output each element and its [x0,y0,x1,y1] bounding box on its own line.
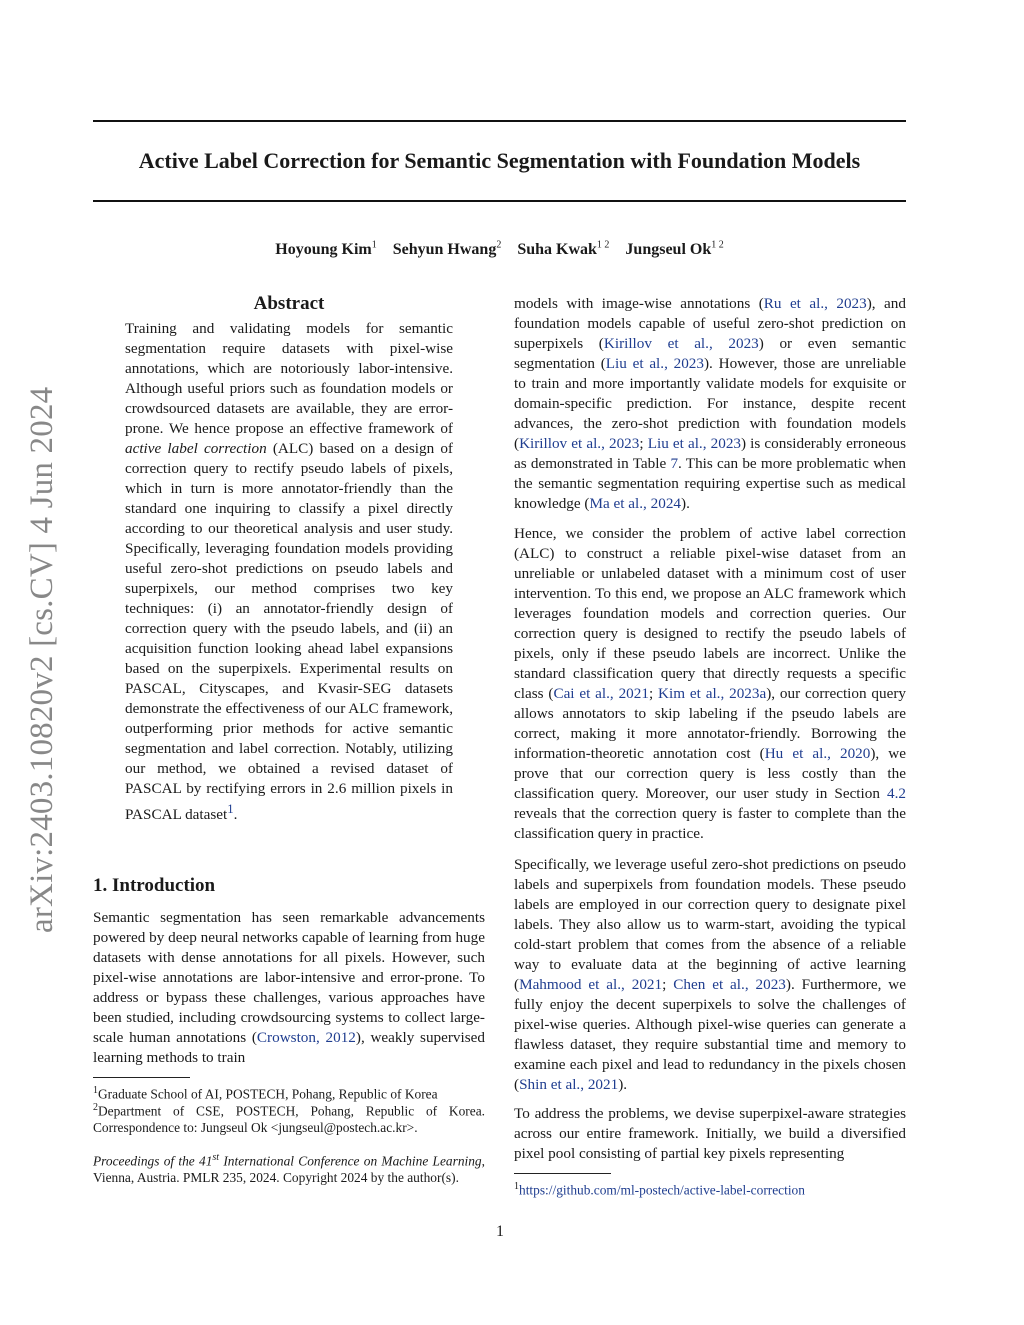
citation-link[interactable]: Shin et al., 2021 [519,1076,619,1093]
author-name: Suha Kwak [517,241,597,259]
citation-link[interactable]: Ru et al., 2023 [763,295,867,312]
section-heading-introduction: 1. Introduction [93,875,216,896]
proceedings-note: Proceedings of the 41st International Conference on Machine Learning, Vienna, Austria. PMLR 235, 2024. Copyright 2024 by the author(s). [93,1152,485,1186]
citation-link[interactable]: Kim et al., 2023a [658,685,767,702]
affiliation-footnote-2: $^2$Department of CSE, POSTECH, Pohang, Republic of Korea. Correspondence to: Jungseul Ok <jungseul@postech.ac.kr>. [93,1102,485,1136]
body-paragraph: To address the problems, we devise superpixel-aware strategies across our entire framework. Initially, we build a diversified pixel pool consisting of partial key pixels representing [514,1105,906,1162]
author [393,241,502,258]
title-rule-top [93,120,906,122]
author [517,241,609,258]
author-affiliation: 2 [496,240,502,251]
abstract-emphasis: active label correction [125,440,267,457]
abstract-text: Training and validating models for semantic segmentation require datasets with pixel-wise annotations, which are notoriously labor-intensive. Although useful priors such as foundation models or crowdsourced datasets are available, they are error-prone. We hence propose an effective framework of active label correction (ALC) based on a design of correction query to rectify pseudo labels of pixels, which in turn is more annotator-friendly than the standard one inquiring to classify a pixel directly according to our theoretical analysis and user study. Specifically, leveraging foundation models providing useful zero-shot predictions on pseudo labels and superpixels, our method comprises two key techniques: (i) an annotator-friendly design of correction query with the pseudo labels, and (ii) an acquisition function looking ahead label expansions based on the superpixels. Experimental results on PASCAL, Cityscapes, and Kvasir-SEG datasets demonstrate the effectiveness of our ALC framework, outperforming prior methods for active semantic segmentation and label correction. Notably, utilizing our method, we obtained a revised dataset of PASCAL by rectifying errors in 2.6 million pixels in PASCAL dataset$^1$. [125,320,453,824]
citation-link[interactable]: Liu et al., 2023 [605,355,704,372]
citation-link[interactable]: Chen et al., 2023 [673,976,786,993]
author-affiliation: 1 2 [596,240,610,251]
citation-link[interactable]: Ma et al., 2024 [589,495,682,512]
body-paragraph: Specifically, we leverage useful zero-shot predictions on pseudo labels and superpixels from foundation models. These pseudo labels are employed in our correction query to designate pixel labels. They also allow us to warm-start, avoiding the typical cold-start problem that comes from the absence of a reliable way to evaluate data at the beginning of active learning (Mahmood et al., 2021; Chen et al., 2023). Furthermore, we fully enjoy the decent superpixels to solve the challenges of pixel-wise queries. Although pixel-wise queries can generate a flawless dataset, they require substantial time and memory to examine each pixel and lead to redundancy in the pixels chosen (Shin et al., 2021). [514,856,906,1093]
author-name: Jungseul Ok [625,241,712,259]
author-name: Hoyoung Kim [275,241,372,259]
citation-link[interactable]: Crowston, 2012 [256,1029,356,1046]
affiliation-footnote-1: $^1$Graduate School of AI, POSTECH, Pohang, Republic of Korea [93,1085,438,1102]
citation-link[interactable]: Kirillov et al., 2023 [603,335,759,352]
abstract-heading: Abstract [253,293,325,314]
paper-title: Active Label Correction for Semantic Segmentation with Foundation Models [138,148,861,173]
page-number: 1 [496,1223,504,1240]
arxiv-stamp: arXiv:2403.10820v2 [cs.CV] 4 Jun 2024 [24,386,60,933]
code-url-footnote: $^1$https://github.com/ml-postech/active-label-correction [514,1181,805,1198]
citation-link[interactable]: Liu et al., 2023 [647,435,742,452]
code-repository-link[interactable]: https://github.com/ml-postech/active-label-correction [519,1182,805,1198]
author-affiliation: 1 [371,240,377,251]
author-list [93,236,906,260]
author-affiliation: 1 2 [711,240,724,251]
footnote-ref-link[interactable]: 1 [227,802,234,816]
body-paragraph: models with image-wise annotations (Ru et al., 2023), and foundation models capable of useful zero-shot prediction on superpixels (Kirillov et al., 2023) or even semantic segmentation (Liu et al., 2023). However, those are unreliable to train and more importantly validate models for exquisite or domain-specific prediction. For instance, despite recent advances, the zero-shot prediction with foundation models (Kirillov et al., 2023; Liu et al., 2023) is considerably erroneous as demonstrated in Table 7. This can be more problematic when the semantic segmentation requiring expertise such as medical knowledge (Ma et al., 2024). [514,295,907,512]
author-name: Sehyun Hwang [392,241,497,259]
footnote-rule [514,1173,611,1174]
body-paragraph: Hence, we consider the problem of active label correction (ALC) to construct a reliable pixel-wise dataset from an unreliable or unlabeled dataset with a minimum cost of user intervention. To this end, we propose an ALC framework which leverages foundation models and correction queries. Our correction query is designed to rectify the pseudo labels of pixels, only if these pseudo labels are incorrect. Unlike the standard classification query that directly requests a specific class (Cai et al., 2021; Kim et al., 2023a), our correction query allows annotators to skip labeling if the pseudo labels are correct, making it more annotator-friendly. Borrowing the information-theoretic annotation cost (Hu et al., 2020), we prove that our correction query is less costly than the classification query. Moreover, our user study in Section 4.2 reveals that the correction query is faster to complete than the classification query in practice. [514,525,906,842]
intro-paragraph: Semantic segmentation has seen remarkable advancements powered by deep neural networks capable of learning from huge datasets with dense annotations for all pixels. However, such pixel-wise annotations are labor-intensive and error-prone. To address or bypass these challenges, various approaches have been studied, including crowdsourcing systems to collect large-scale human annotations (Crowston, 2012), weakly supervised learning methods to train [93,909,485,1066]
table-ref-link[interactable]: 7 [670,455,679,472]
author [625,241,723,258]
citation-link[interactable]: Hu et al., 2020 [764,745,871,762]
citation-link[interactable]: Kirillov et al., 2023 [519,435,640,452]
citation-link[interactable]: Mahmood et al., 2021 [519,976,663,993]
section-ref-link[interactable]: 4.2 [887,785,906,802]
citation-link[interactable]: Cai et al., 2021 [553,685,649,702]
author [275,241,376,258]
footnote-rule [93,1077,190,1078]
title-rule-bottom [93,200,906,202]
